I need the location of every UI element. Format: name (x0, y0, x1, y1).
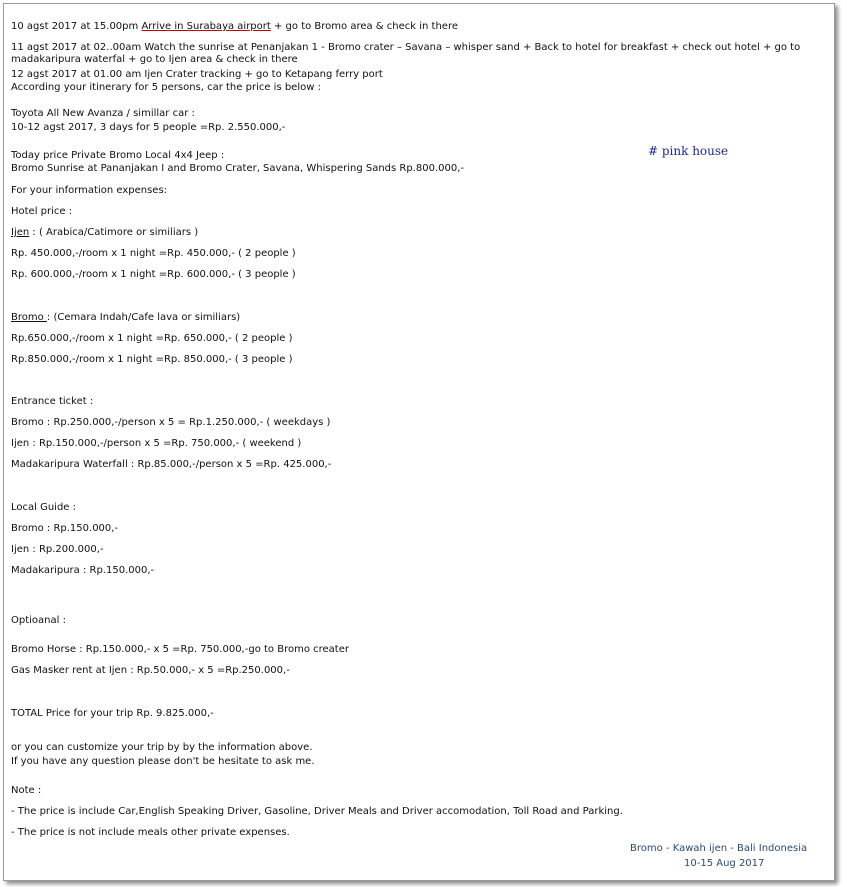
hotel-ijen-note: : ( Arabica/Catimore or similiars ) (29, 227, 199, 238)
optional-row: Bromo Horse : Rp.150.000,- x 5 =Rp. 750.000,-go to Bromo creater (11, 644, 349, 655)
hotel-ijen-row: Rp. 450.000,-/room x 1 night =Rp. 450.000,- ( 2 people ) (11, 248, 296, 259)
hotel-ijen-heading (11, 227, 198, 239)
hotel-bromo-row: Rp.850.000,-/room x 1 night =Rp. 850.000,- ( 3 people ) (11, 354, 293, 365)
itinerary-intro: According your itinerary for 5 persons, car the price is below : (11, 82, 321, 93)
hotel-bromo-note: : (Cemara Indah/Cafe lava or similiars) (46, 312, 241, 323)
closing-line: If you have any question please don't be hesitate to ask me. (11, 756, 315, 767)
note-title: Note : (11, 785, 42, 796)
footer-location: Bromo - Kawah ijen - Bali Indonesia (630, 843, 808, 854)
car-price: 10-12 agst 2017, 3 days for 5 people =Rp. 2.550.000,- (11, 122, 286, 133)
jeep-title: Today price Private Bromo Local 4x4 Jeep : (11, 150, 225, 161)
itinerary-day1 (11, 21, 458, 33)
total-price: TOTAL Price for your trip Rp. 9.825.000,- (11, 708, 214, 719)
day1-arrive: Arrive in Surabaya airport (141, 21, 271, 32)
hotel-ijen-label: Ijen (11, 227, 30, 238)
hotel-bromo-row: Rp.650.000,-/room x 1 night =Rp. 650.000,- ( 2 people ) (11, 333, 293, 344)
itinerary-day2: 11 agst 2017 at 02..00am Watch the sunrise at Penanjakan 1 - Bromo crater – Savana – whisper sand + Back to hotel for breakfast + check out hotel + go to madakaripura waterfal + go to Ijen area & check in there (11, 42, 801, 65)
note-row: - The price is include Car,English Speaking Driver, Gasoline, Driver Meals and Driver accomodation, Toll Road and Parking. (11, 806, 623, 817)
guide-row: Madakaripura : Rp.150.000,- (11, 565, 155, 576)
guide-row: Ijen : Rp.200.000,- (11, 544, 104, 555)
car-title: Toyota All New Avanza / simillar car : (11, 108, 195, 119)
entrance-row: Ijen : Rp.150.000,-/person x 5 =Rp. 750.000,- ( weekend ) (11, 438, 302, 449)
footer-dates: 10-15 Aug 2017 (684, 858, 765, 869)
itinerary-day3: 12 agst 2017 at 01.00 am Ijen Crater tracking + go to Ketapang ferry port (11, 69, 383, 80)
note-row: - The price is not include meals other private expenses. (11, 827, 290, 838)
guide-row: Bromo : Rp.150.000,- (11, 523, 119, 534)
hotel-bromo-label: Bromo (11, 312, 47, 323)
day1-rest: + go to Bromo area & check in there (274, 21, 458, 32)
hotel-ijen-row: Rp. 600.000,-/room x 1 night =Rp. 600.000,- ( 3 people ) (11, 269, 296, 280)
optional-row: Gas Masker rent at Ijen : Rp.50.000,- x 5 =Rp.250.000,- (11, 665, 290, 676)
entrance-row: Bromo : Rp.250.000,-/person x 5 = Rp.1.250.000,- ( weekdays ) (11, 417, 331, 428)
entrance-title: Entrance ticket : (11, 396, 94, 407)
guide-title: Local Guide : (11, 502, 77, 513)
document-page (3, 3, 835, 881)
expenses-intro: For your information expenses: (11, 185, 168, 196)
closing-line: or you can customize your trip by by the information above. (11, 742, 313, 753)
entrance-row: Madakaripura Waterfall : Rp.85.000,-/person x 5 =Rp. 425.000,- (11, 459, 332, 470)
optional-title: Optioanal : (11, 615, 66, 626)
day1-date: 10 agst 2017 at 15.00pm (11, 21, 139, 32)
pink-house-note: # pink house (648, 144, 729, 158)
hotel-bromo-heading (11, 312, 240, 324)
hotel-title: Hotel price : (11, 206, 73, 217)
jeep-detail: Bromo Sunrise at Pananjakan I and Bromo Crater, Savana, Whispering Sands Rp.800.000,- (11, 163, 465, 174)
